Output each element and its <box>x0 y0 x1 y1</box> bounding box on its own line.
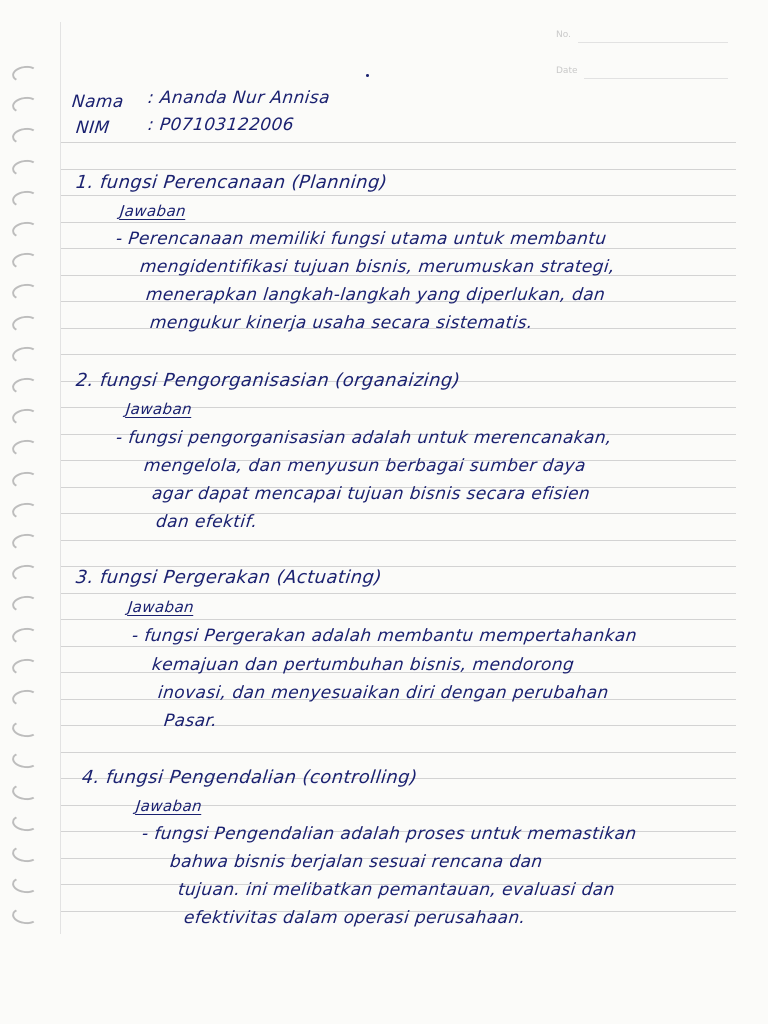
binder-hole <box>11 594 39 613</box>
answer-line: menerapkan langkah-langkah yang diperlukan, dan <box>144 285 607 305</box>
ruled-line <box>60 195 736 196</box>
ruled-line <box>60 619 736 620</box>
answer-line: mengelola, dan menyusun berbagai sumber daya <box>142 456 587 476</box>
answer-line: dan efektif. <box>154 512 259 532</box>
answer-label: Jawaban <box>135 797 204 815</box>
answer-line: inovasi, dan menyesuaikan diri dengan perubahan <box>156 683 610 703</box>
binder-hole <box>11 688 39 707</box>
ruled-line <box>60 540 736 541</box>
ruled-line <box>60 646 736 647</box>
binder-hole <box>11 407 39 426</box>
section-title: 4. fungsi Pengendalian (controlling) <box>80 767 419 788</box>
section-title: 3. fungsi Pergerakan (Actuating) <box>74 567 383 588</box>
answer-line: - Perencanaan memiliki fungsi utama untuk membantu <box>114 229 608 249</box>
nim-key: NIM <box>74 118 111 138</box>
answer-line: tujuan. ini melibatkan pemantauan, evaluasi dan <box>176 880 616 900</box>
binder-hole <box>11 95 39 114</box>
binder-hole <box>11 64 39 83</box>
binder-hole <box>11 438 39 457</box>
binder-hole <box>11 532 39 551</box>
binder-hole <box>11 501 39 520</box>
binder-hole <box>11 314 39 333</box>
answer-label: Jawaban <box>119 202 188 220</box>
header-no-line <box>578 42 728 43</box>
answer-line: mengukur kinerja usaha secara sistematis. <box>148 313 534 333</box>
ruled-line <box>60 222 736 223</box>
answer-line: efektivitas dalam operasi perusahaan. <box>182 908 527 928</box>
binder-hole <box>11 345 39 364</box>
answer-line: mengidentifikasi tujuan bisnis, merumuskan strategi, <box>138 257 616 277</box>
answer-label: Jawaban <box>125 400 194 418</box>
margin-line <box>60 22 61 934</box>
name-key: Nama <box>70 92 125 112</box>
ruled-line <box>60 725 736 726</box>
section-title: 2. fungsi Pengorganisasian (organaizing) <box>74 370 462 391</box>
binder-hole <box>11 750 39 769</box>
binder-hole <box>11 782 39 801</box>
binder-hole <box>11 126 39 145</box>
ruled-line <box>60 142 736 143</box>
answer-line: - fungsi pengorganisasian adalah untuk merencanakan, <box>114 428 613 448</box>
binder-hole <box>11 251 39 270</box>
answer-line: Pasar. <box>162 711 219 731</box>
binder-hole <box>11 470 39 489</box>
answer-line: - fungsi Pergerakan adalah membantu mempertahankan <box>130 626 638 646</box>
ruled-line <box>60 593 736 594</box>
nim-value: : P07103122006 <box>146 115 296 135</box>
ruled-line <box>60 169 736 170</box>
binder-hole <box>11 657 39 676</box>
answer-line: - fungsi Pengendalian adalah proses untuk memastikan <box>140 824 638 844</box>
binder-hole <box>11 626 39 645</box>
binder-hole <box>11 189 39 208</box>
section-title: 1. fungsi Perencanaan (Planning) <box>74 172 389 193</box>
name-value: : Ananda Nur Annisa <box>146 88 332 108</box>
binder-hole <box>11 376 39 395</box>
header-date-line <box>584 78 728 79</box>
binder-hole <box>11 813 39 832</box>
answer-label: Jawaban <box>127 598 196 616</box>
binder-hole <box>11 282 39 301</box>
header-date-label: Date <box>556 66 578 76</box>
binder-hole <box>11 844 39 863</box>
binder-hole <box>11 906 39 925</box>
binder-hole <box>11 158 39 177</box>
answer-line: bahwa bisnis berjalan sesuai rencana dan <box>168 852 544 872</box>
ruled-line <box>60 752 736 753</box>
ruled-line <box>60 354 736 355</box>
binder-hole <box>11 719 39 738</box>
binder-hole <box>11 563 39 582</box>
ink-dot <box>366 74 369 77</box>
answer-line: agar dapat mencapai tujuan bisnis secara efisien <box>150 484 592 504</box>
header-no-label: No. <box>556 30 571 40</box>
answer-line: kemajuan dan pertumbuhan bisnis, mendorong <box>150 655 576 675</box>
binder-hole <box>11 875 39 894</box>
binder-hole <box>11 220 39 239</box>
